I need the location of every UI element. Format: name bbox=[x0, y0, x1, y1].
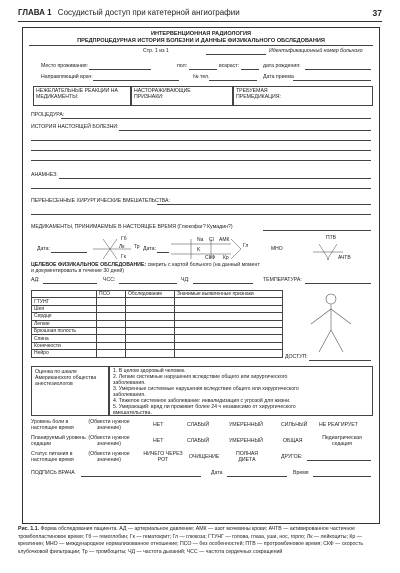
table-header: Значимые выявленные признаки bbox=[175, 291, 283, 298]
asa-class-5b: вмешательства. bbox=[113, 410, 152, 416]
food-option-npo[interactable]: НИЧЕГО ЧЕРЕЗ РОТ bbox=[143, 451, 183, 463]
dob-field[interactable] bbox=[305, 69, 371, 70]
meds-label: МЕДИКАМЕНТЫ, ПРИНИМАЕМЫЕ В НАСТОЯЩЕЕ ВРЕМЯ (Глюкофаг? Кумадин?) bbox=[31, 224, 233, 230]
asa-class-3: 3. Умеренные системные нарушения вследствие общего или хирургического bbox=[113, 386, 299, 392]
row-label: Нейро bbox=[32, 350, 97, 357]
exam-table bbox=[31, 290, 283, 358]
adverse-reactions-label: НЕЖЕЛАТЕЛЬНЫЕ РЕАКЦИИ НА МЕДИКАМЕНТЫ: bbox=[36, 88, 118, 100]
signature-date-field[interactable] bbox=[227, 476, 287, 477]
food-note: (Обвести нужное значение) bbox=[88, 451, 130, 463]
title-rule bbox=[29, 45, 373, 46]
exam-text-2: и документировать в течение 30 дней) bbox=[31, 268, 124, 274]
residence-label: Место проживания: bbox=[41, 63, 88, 69]
sedation-option-pediatric[interactable]: Педиатрическая седация bbox=[322, 435, 362, 447]
signature-date-label: Дата bbox=[211, 470, 223, 476]
history-field[interactable] bbox=[119, 130, 371, 131]
table-row[interactable] bbox=[32, 335, 283, 342]
exam-title: ЦЕЛЕВОЕ ФИЗИКАЛЬНОЕ ОБСЛЕДОВАНИЕ: bbox=[31, 262, 147, 268]
ref-doc-field[interactable] bbox=[93, 80, 179, 81]
pain-option-unresponsive[interactable]: НЕ РЕАГИРУЕТ bbox=[319, 422, 358, 428]
phone-label: № тел. bbox=[193, 74, 210, 80]
row-label: Шея bbox=[32, 305, 97, 312]
row-label: Спина bbox=[32, 335, 97, 342]
table-row[interactable] bbox=[32, 305, 283, 312]
sex-label: пол: bbox=[177, 63, 188, 69]
table-header: Обследование bbox=[126, 291, 175, 298]
history-line-3[interactable] bbox=[31, 150, 371, 151]
age-field[interactable] bbox=[241, 69, 259, 70]
table-header-row bbox=[32, 291, 283, 298]
sedation-option-mild[interactable]: СЛАБЫЙ bbox=[187, 438, 210, 444]
row-label: Легкие bbox=[32, 320, 97, 327]
patient-id-label: Идентификационный номер больного bbox=[269, 48, 363, 54]
page-number: 37 bbox=[372, 8, 382, 18]
asa-label: Оценка по шкале Американского общества анестезиологов bbox=[35, 369, 97, 387]
signature-time-field[interactable] bbox=[313, 476, 371, 477]
lab-achtv: АЧТВ bbox=[338, 255, 351, 261]
food-other-field[interactable] bbox=[307, 460, 371, 461]
temp-label: ТЕМПЕРАТУРА: bbox=[263, 277, 302, 283]
access-field[interactable] bbox=[309, 360, 371, 361]
table-row[interactable] bbox=[32, 327, 283, 334]
figure-caption bbox=[18, 526, 382, 556]
lab-na: Na bbox=[197, 237, 204, 243]
pain-label: Уровень боли в настоящее время bbox=[31, 419, 74, 431]
signature-label: ПОДПИСЬ ВРАЧА bbox=[31, 470, 75, 476]
patient-form bbox=[22, 27, 380, 524]
surgery-line-2[interactable] bbox=[31, 214, 371, 215]
anamnesis-line-2[interactable] bbox=[31, 188, 371, 189]
table-row[interactable] bbox=[32, 313, 283, 320]
table-header: ПСО bbox=[97, 291, 126, 298]
page-header bbox=[18, 8, 382, 22]
chss-field[interactable] bbox=[119, 283, 177, 284]
residence-field[interactable] bbox=[89, 69, 151, 70]
adm-date-field[interactable] bbox=[293, 80, 371, 81]
asa-class-1: 1. В целом здоровый человек. bbox=[113, 368, 186, 374]
food-option-other: ДРУГОЕ: bbox=[281, 454, 303, 460]
chd-label: ЧД: bbox=[181, 277, 190, 283]
lab-amk: АМК bbox=[219, 237, 230, 243]
temp-field[interactable] bbox=[305, 283, 371, 284]
body-figure-icon[interactable] bbox=[301, 292, 361, 354]
signature-time-label: Время bbox=[293, 470, 309, 476]
access-label: ДОСТУП: bbox=[285, 354, 308, 360]
lab-cl: Cl bbox=[209, 237, 214, 243]
premedication-label: ТРЕБУЕМАЯ ПРЕМЕДИКАЦИЯ: bbox=[236, 88, 281, 100]
row-label: Сердце bbox=[32, 313, 97, 320]
lab-ptv: ПТВ bbox=[326, 235, 336, 241]
lab-k: K bbox=[197, 247, 201, 253]
lab-mno: МНО bbox=[271, 246, 283, 252]
table-row[interactable] bbox=[32, 342, 283, 349]
phone-field[interactable] bbox=[209, 80, 257, 81]
lab-tr: Тр bbox=[134, 244, 140, 250]
pain-option-moderate[interactable]: УМЕРЕННЫЙ bbox=[229, 422, 263, 428]
procedure-field[interactable] bbox=[61, 118, 371, 119]
asa-class-2b: заболевания. bbox=[113, 380, 146, 386]
patient-id-line[interactable] bbox=[206, 54, 266, 55]
lab-gl: Гл bbox=[243, 243, 249, 249]
chapter-label: ГЛАВА 1 bbox=[18, 8, 52, 17]
anamnesis-field[interactable] bbox=[59, 178, 371, 179]
history-label: ИСТОРИЯ НАСТОЯЩЕЙ БОЛЕЗНИ: bbox=[31, 124, 119, 130]
chd-field[interactable] bbox=[193, 283, 253, 284]
history-line-2[interactable] bbox=[31, 140, 371, 141]
pain-option-mild[interactable]: СЛАБЫЙ bbox=[187, 422, 210, 428]
lab-lk: Лк bbox=[119, 244, 125, 250]
lab-gk: Гк bbox=[121, 254, 126, 260]
anamnesis-label: АНАМНЕЗ: bbox=[31, 172, 58, 178]
food-option-full-diet[interactable]: ПОЛНАЯ ДИЕТА bbox=[235, 451, 259, 463]
asa-class-5: 5. Умирающий: вряд ли проживет более 24 ч независимо от хирургического bbox=[113, 404, 296, 410]
sedation-option-moderate[interactable]: УМЕРЕННЫЙ bbox=[229, 438, 263, 444]
table-header bbox=[32, 291, 97, 298]
ad-field[interactable] bbox=[43, 283, 97, 284]
row-label: Брюшная полость bbox=[32, 327, 97, 334]
sedation-note: (Обвести нужное значение) bbox=[88, 435, 130, 447]
surgery-field[interactable] bbox=[157, 204, 371, 205]
chapter-title: Сосудистый доступ при катетерной ангиографии bbox=[57, 8, 240, 17]
chss-label: ЧСС: bbox=[103, 277, 116, 283]
food-option-cleansing[interactable]: ОЧИЩЕНИЕ bbox=[189, 454, 220, 460]
asa-class-2: 2. Легкие системные нарушения вследствие общего или хирургического bbox=[113, 374, 288, 380]
ref-doc-label: Направляющий врач: bbox=[41, 74, 93, 80]
header-rule bbox=[18, 21, 382, 22]
page-of: Стр. 1 из 1 bbox=[143, 48, 169, 54]
lab-skf: СКФ bbox=[205, 255, 216, 261]
history-line-4[interactable] bbox=[31, 160, 371, 161]
asa-class-4: 4. Тяжелое системное заболевание: инвалидизация с угрозой для жизни. bbox=[113, 398, 291, 404]
sedation-option-none[interactable]: НЕТ bbox=[153, 438, 164, 444]
caption-label: Рис. 1.1. bbox=[18, 526, 40, 532]
lab-gb: Гб bbox=[121, 236, 127, 242]
caption-text: Форма обследования пациента. АД — артериальное давление; АМК — азот мочевины крови; АЧТВ — активированное частичное тромбопластиновое время; Гб — гемоглобин; Гк — гематокрит; Гл — глюкоза; ГТУНГ — голова, глаза, уши, нос, горло; Лк — лейкоциты; Кр — креатинин; МНО — международное нормализованное отношение; ПСО — без особенностей; ПТВ — протромбиновое время; СКФ — скорость клубочковой фильтрации; Тр — тромбоциты; ЧД — частота дыханий; ЧСС — частота сердечных сокращений bbox=[18, 526, 364, 555]
sedation-option-general[interactable]: ОБЩАЯ bbox=[283, 438, 303, 444]
adm-date-label: Дата приема bbox=[263, 74, 294, 80]
table-row[interactable] bbox=[32, 350, 283, 357]
pain-note: (Обвести нужное значение) bbox=[88, 419, 130, 431]
dob-label: дата рождения: bbox=[263, 63, 301, 69]
meds-field[interactable] bbox=[263, 230, 371, 231]
surgery-label: ПЕРЕНЕСЕННЫЕ ХИРУРГИЧЕСКИЕ ВМЕШАТЕЛЬСТВА: bbox=[31, 198, 170, 204]
ad-label: АД: bbox=[31, 277, 40, 283]
pain-option-none[interactable]: НЕТ bbox=[153, 422, 164, 428]
form-title: ИНТЕРВЕНЦИОННАЯ РАДИОЛОГИЯ bbox=[150, 31, 252, 37]
lab-date-label-2: Дата: bbox=[143, 246, 156, 252]
food-label: Статус питания в настоящее время bbox=[31, 451, 74, 463]
asa-class-3b: заболевания. bbox=[113, 392, 146, 398]
row-label: ГТУНГ bbox=[32, 298, 97, 305]
pain-option-severe[interactable]: СИЛЬНЫЙ bbox=[281, 422, 308, 428]
form-subtitle: ПРЕДПРОЦЕДУРНАЯ ИСТОРИЯ БОЛЕЗНИ И ДАННЫЕ ФИЗИКАЛЬНОГО ОБСЛЕДОВАНИЯ bbox=[77, 38, 325, 44]
exam-text: сверить с картой больного (на данный момент bbox=[147, 262, 260, 268]
sex-field[interactable] bbox=[189, 69, 217, 70]
lab-date-field-2[interactable] bbox=[157, 252, 169, 253]
lab-date-label-1: Дата: bbox=[37, 246, 50, 252]
signature-field[interactable] bbox=[81, 476, 201, 477]
warning-signs-label: НАСТОРАЖИВАЮЩИЕ ПРИЗНАКИ: bbox=[134, 88, 191, 100]
lab-date-field-1[interactable] bbox=[51, 252, 87, 253]
table-row[interactable] bbox=[32, 298, 283, 305]
table-row[interactable] bbox=[32, 320, 283, 327]
lab-kr: Кр bbox=[223, 255, 229, 261]
row-label: Конечности bbox=[32, 342, 97, 349]
age-label: возраст: bbox=[219, 63, 240, 69]
procedure-label: ПРОЦЕДУРА: bbox=[31, 112, 65, 118]
sedation-label: Планируемый уровень седации bbox=[31, 435, 86, 447]
